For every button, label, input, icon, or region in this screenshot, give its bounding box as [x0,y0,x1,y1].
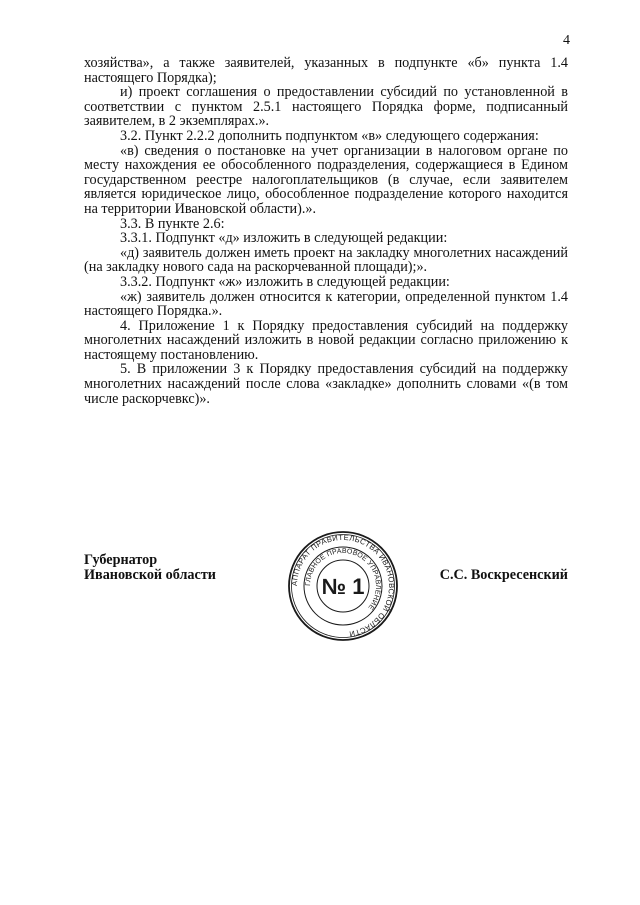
signatory-title [84,553,216,583]
document-body [84,56,568,406]
seal-center-number: № 1 [321,574,365,599]
paragraph: 3.2. Пункт 2.2.2 дополнить подпунктом «в» следующего содержания: [120,127,539,144]
paragraph: хозяйства», а также заявителей, указанных в подпункте «б» пункта 1.4 настоящего Порядка); [84,55,568,86]
signature-block [84,530,568,640]
paragraph: 3.3.2. Подпункт «ж» изложить в следующей редакции: [120,273,450,290]
page-number: 4 [563,33,570,48]
paragraph: 3.3.1. Подпункт «д» изложить в следующей редакции: [120,230,448,247]
paragraph: 4. Приложение 1 к Порядку предоставления субсидий на поддержку многолетних насаждений изложить в новой редакции согласно приложению к настоящему постановлению. [84,317,568,363]
paragraph: «ж) заявитель должен относится к категории, определенной пунктом 1.4 настоящего Порядка.». [84,288,568,320]
paragraph: 5. В приложении 3 к Порядку предоставления субсидий на поддержку многолетних насаждений после слова «закладке» дополнить словами «(в том числе раскорчевкс)». [84,361,568,407]
paragraph: «д) заявитель должен иметь проект на закладку многолетних насаждений (на закладку нового сада на раскорчеванной площади);». [84,244,568,276]
seal-inner-text: ГЛАВНОЕ ПРАВОВОЕ УПРАВЛЕНИЕ [304,547,382,611]
seal-outer-text: АППАРАТ ПРАВИТЕЛЬСТВА ИВАНОВСКОЙ ОБЛАСТИ [289,532,397,639]
paragraph: и) проект соглашения о предоставлении субсидий по установленной в соответствии с пунктом 2.5.1 настоящего Порядка форме, подписанный заявителем, в 2 экземплярах.». [84,84,568,130]
paragraph: 3.3. В пункте 2.6: [120,215,225,232]
signatory-title-line-2: Ивановской области [84,567,216,583]
official-seal [287,530,399,642]
paragraph: «в) сведения о постановке на учет организации в налоговом органе по месту нахождения ее обособленного подразделения, содержащиеся в Едином государственном реестре налогоплательщиков (в случае, если заявителем является юридическое лицо, обособленное подразделение которого находится на территории Ивановской области).». [84,142,568,217]
signatory-name: С.С. Воскресенский [439,567,568,583]
signatory-title-line-1: Губернатор [84,552,158,568]
